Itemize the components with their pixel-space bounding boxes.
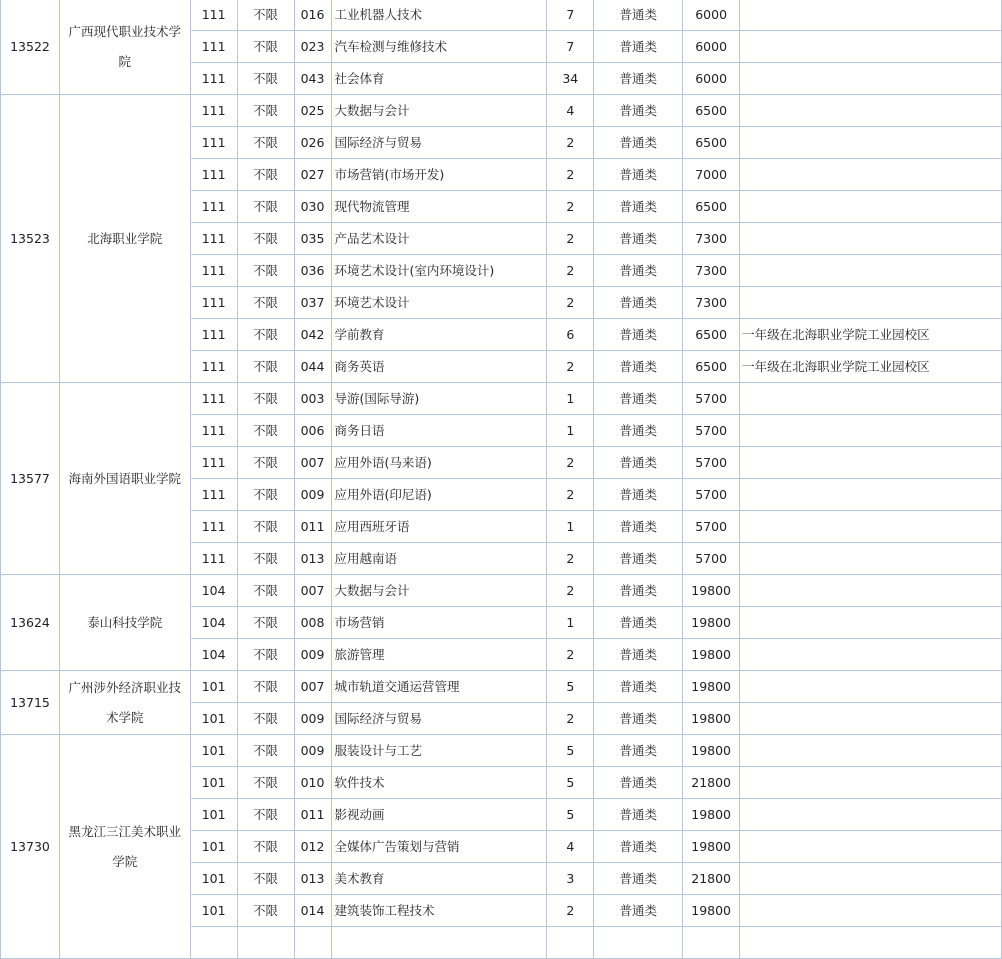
- plan-code-cell: 101: [190, 767, 237, 799]
- major-name-cell: 市场营销(市场开发): [331, 159, 547, 191]
- subject-requirement-cell: 不限: [237, 415, 294, 447]
- subject-requirement-cell: 不限: [237, 671, 294, 703]
- subject-requirement-cell: 不限: [237, 127, 294, 159]
- school-name-cell: 海南外国语职业学院: [59, 383, 190, 575]
- enrollment-count-cell: 2: [547, 895, 594, 927]
- plan-code-cell: 111: [190, 319, 237, 351]
- subject-requirement-cell: 不限: [237, 863, 294, 895]
- plan-code-cell: 101: [190, 831, 237, 863]
- plan-code-cell: 104: [190, 575, 237, 607]
- category-cell: 普通类: [594, 31, 683, 63]
- enrollment-count-cell: 4: [547, 95, 594, 127]
- note-cell: [740, 671, 1002, 703]
- enrollment-count-cell: 2: [547, 191, 594, 223]
- major-code-cell: 007: [294, 671, 331, 703]
- subject-requirement-cell: 不限: [237, 319, 294, 351]
- tuition-fee-cell: 21800: [683, 767, 740, 799]
- major-name-cell: 应用外语(马来语): [331, 447, 547, 479]
- note-cell: [740, 767, 1002, 799]
- enrollment-count-cell: 2: [547, 703, 594, 735]
- enrollment-count-cell: 1: [547, 511, 594, 543]
- major-name-cell: 现代物流管理: [331, 191, 547, 223]
- subject-requirement-cell: 不限: [237, 511, 294, 543]
- note-cell: [740, 703, 1002, 735]
- major-code-cell: 012: [294, 831, 331, 863]
- major-name-cell: 影视动画: [331, 799, 547, 831]
- major-name-cell: 大数据与会计: [331, 95, 547, 127]
- subject-requirement-cell: 不限: [237, 255, 294, 287]
- major-name-cell: 美术教育: [331, 863, 547, 895]
- tuition-fee-cell: 19800: [683, 671, 740, 703]
- plan-code-cell: [190, 927, 237, 959]
- enrollment-count-cell: 2: [547, 223, 594, 255]
- enrollment-count-cell: 2: [547, 255, 594, 287]
- category-cell: 普通类: [594, 319, 683, 351]
- major-name-cell: 服装设计与工艺: [331, 735, 547, 767]
- plan-code-cell: 111: [190, 255, 237, 287]
- tuition-fee-cell: 19800: [683, 735, 740, 767]
- plan-code-cell: 111: [190, 63, 237, 95]
- tuition-fee-cell: 5700: [683, 543, 740, 575]
- tuition-fee-cell: 19800: [683, 799, 740, 831]
- table-row: [1, 383, 1002, 415]
- note-cell: [740, 159, 1002, 191]
- category-cell: 普通类: [594, 287, 683, 319]
- tuition-fee-cell: 6000: [683, 63, 740, 95]
- major-name-cell: 软件技术: [331, 767, 547, 799]
- category-cell: 普通类: [594, 511, 683, 543]
- plan-code-cell: 111: [190, 415, 237, 447]
- major-name-cell: 应用越南语: [331, 543, 547, 575]
- subject-requirement-cell: 不限: [237, 735, 294, 767]
- major-code-cell: 011: [294, 799, 331, 831]
- subject-requirement-cell: 不限: [237, 767, 294, 799]
- tuition-fee-cell: 5700: [683, 383, 740, 415]
- subject-requirement-cell: 不限: [237, 543, 294, 575]
- note-cell: [740, 383, 1002, 415]
- major-code-cell: 030: [294, 191, 331, 223]
- tuition-fee-cell: 6500: [683, 95, 740, 127]
- major-code-cell: 010: [294, 767, 331, 799]
- plan-code-cell: 111: [190, 479, 237, 511]
- major-code-cell: 013: [294, 863, 331, 895]
- note-cell: [740, 191, 1002, 223]
- category-cell: 普通类: [594, 703, 683, 735]
- category-cell: 普通类: [594, 767, 683, 799]
- note-cell: [740, 639, 1002, 671]
- plan-code-cell: 111: [190, 0, 237, 31]
- major-code-cell: 026: [294, 127, 331, 159]
- subject-requirement-cell: 不限: [237, 799, 294, 831]
- plan-code-cell: 104: [190, 607, 237, 639]
- tuition-fee-cell: 19800: [683, 831, 740, 863]
- plan-code-cell: 101: [190, 863, 237, 895]
- major-name-cell: 应用西班牙语: [331, 511, 547, 543]
- enrollment-count-cell: 2: [547, 543, 594, 575]
- major-code-cell: 042: [294, 319, 331, 351]
- school-name-cell: 黑龙江三江美术职业学院: [59, 735, 190, 959]
- enrollment-count-cell: 2: [547, 287, 594, 319]
- enrollment-count-cell: 1: [547, 607, 594, 639]
- tuition-fee-cell: 5700: [683, 511, 740, 543]
- table-row: [1, 735, 1002, 767]
- major-code-cell: 009: [294, 735, 331, 767]
- major-name-cell: 市场营销: [331, 607, 547, 639]
- enrollment-count-cell: 2: [547, 127, 594, 159]
- subject-requirement-cell: 不限: [237, 895, 294, 927]
- major-code-cell: 009: [294, 639, 331, 671]
- note-cell: [740, 127, 1002, 159]
- major-name-cell: 汽车检测与维修技术: [331, 31, 547, 63]
- category-cell: 普通类: [594, 799, 683, 831]
- school-name-cell: 北海职业学院: [59, 95, 190, 383]
- major-name-cell: 工业机器人技术: [331, 0, 547, 31]
- category-cell: [594, 927, 683, 959]
- enrollment-count-cell: 2: [547, 351, 594, 383]
- tuition-fee-cell: 19800: [683, 703, 740, 735]
- major-name-cell: 旅游管理: [331, 639, 547, 671]
- enrollment-count-cell: 2: [547, 479, 594, 511]
- school-code-cell: 13624: [1, 575, 60, 671]
- major-code-cell: 011: [294, 511, 331, 543]
- enrollment-count-cell: 6: [547, 319, 594, 351]
- subject-requirement-cell: 不限: [237, 287, 294, 319]
- major-code-cell: 007: [294, 575, 331, 607]
- enrollment-count-cell: 1: [547, 383, 594, 415]
- tuition-fee-cell: 5700: [683, 415, 740, 447]
- school-code-cell: 13730: [1, 735, 60, 959]
- tuition-fee-cell: 5700: [683, 479, 740, 511]
- table-row: [1, 575, 1002, 607]
- enrollment-count-cell: 3: [547, 863, 594, 895]
- subject-requirement-cell: 不限: [237, 63, 294, 95]
- plan-code-cell: 111: [190, 127, 237, 159]
- subject-requirement-cell: 不限: [237, 223, 294, 255]
- major-name-cell: 大数据与会计: [331, 575, 547, 607]
- plan-code-cell: 111: [190, 95, 237, 127]
- subject-requirement-cell: 不限: [237, 575, 294, 607]
- plan-code-cell: 111: [190, 543, 237, 575]
- plan-code-cell: 111: [190, 159, 237, 191]
- subject-requirement-cell: 不限: [237, 831, 294, 863]
- major-code-cell: 013: [294, 543, 331, 575]
- major-name-cell: 环境艺术设计: [331, 287, 547, 319]
- subject-requirement-cell: 不限: [237, 159, 294, 191]
- major-code-cell: 025: [294, 95, 331, 127]
- plan-code-cell: 101: [190, 799, 237, 831]
- major-code-cell: 037: [294, 287, 331, 319]
- subject-requirement-cell: 不限: [237, 447, 294, 479]
- major-name-cell: 商务日语: [331, 415, 547, 447]
- major-code-cell: [294, 927, 331, 959]
- subject-requirement-cell: 不限: [237, 95, 294, 127]
- plan-code-cell: 101: [190, 703, 237, 735]
- tuition-fee-cell: 6500: [683, 191, 740, 223]
- enrollment-count-cell: 2: [547, 639, 594, 671]
- note-cell: [740, 223, 1002, 255]
- note-cell: 一年级在北海职业学院工业园校区: [740, 319, 1002, 351]
- school-name-cell: 广西现代职业技术学院: [59, 0, 190, 95]
- note-cell: [740, 607, 1002, 639]
- plan-code-cell: 111: [190, 287, 237, 319]
- category-cell: 普通类: [594, 607, 683, 639]
- subject-requirement-cell: 不限: [237, 31, 294, 63]
- note-cell: [740, 831, 1002, 863]
- tuition-fee-cell: 19800: [683, 639, 740, 671]
- school-code-cell: 13522: [1, 0, 60, 95]
- tuition-fee-cell: 6500: [683, 351, 740, 383]
- category-cell: 普通类: [594, 831, 683, 863]
- major-name-cell: 社会体育: [331, 63, 547, 95]
- major-code-cell: 009: [294, 703, 331, 735]
- major-code-cell: 016: [294, 0, 331, 31]
- plan-code-cell: 111: [190, 31, 237, 63]
- note-cell: [740, 511, 1002, 543]
- tuition-fee-cell: 7300: [683, 287, 740, 319]
- category-cell: 普通类: [594, 735, 683, 767]
- enrollment-count-cell: 34: [547, 63, 594, 95]
- enrollment-count-cell: 5: [547, 671, 594, 703]
- major-name-cell: [331, 927, 547, 959]
- plan-code-cell: 111: [190, 383, 237, 415]
- tuition-fee-cell: 19800: [683, 607, 740, 639]
- tuition-fee-cell: 6500: [683, 319, 740, 351]
- major-name-cell: 商务英语: [331, 351, 547, 383]
- major-code-cell: 036: [294, 255, 331, 287]
- subject-requirement-cell: 不限: [237, 607, 294, 639]
- major-name-cell: 全媒体广告策划与营销: [331, 831, 547, 863]
- note-cell: [740, 735, 1002, 767]
- note-cell: [740, 895, 1002, 927]
- major-name-cell: 建筑装饰工程技术: [331, 895, 547, 927]
- table-body: [1, 0, 1002, 959]
- category-cell: 普通类: [594, 575, 683, 607]
- subject-requirement-cell: 不限: [237, 703, 294, 735]
- subject-requirement-cell: 不限: [237, 479, 294, 511]
- category-cell: 普通类: [594, 639, 683, 671]
- note-cell: [740, 255, 1002, 287]
- tuition-fee-cell: [683, 927, 740, 959]
- tuition-fee-cell: 21800: [683, 863, 740, 895]
- plan-code-cell: 101: [190, 735, 237, 767]
- tuition-fee-cell: 5700: [683, 447, 740, 479]
- note-cell: [740, 575, 1002, 607]
- table-row: [1, 95, 1002, 127]
- major-name-cell: 环境艺术设计(室内环境设计): [331, 255, 547, 287]
- plan-code-cell: 111: [190, 511, 237, 543]
- note-cell: 一年级在北海职业学院工业园校区: [740, 351, 1002, 383]
- plan-code-cell: 111: [190, 223, 237, 255]
- subject-requirement-cell: 不限: [237, 351, 294, 383]
- category-cell: 普通类: [594, 351, 683, 383]
- note-cell: [740, 415, 1002, 447]
- major-name-cell: 城市轨道交通运营管理: [331, 671, 547, 703]
- major-name-cell: 国际经济与贸易: [331, 703, 547, 735]
- table-row: [1, 0, 1002, 31]
- note-cell: [740, 927, 1002, 959]
- school-code-cell: 13715: [1, 671, 60, 735]
- school-name-cell: 泰山科技学院: [59, 575, 190, 671]
- enrollment-count-cell: 2: [547, 159, 594, 191]
- subject-requirement-cell: 不限: [237, 639, 294, 671]
- major-code-cell: 009: [294, 479, 331, 511]
- major-name-cell: 国际经济与贸易: [331, 127, 547, 159]
- plan-code-cell: 104: [190, 639, 237, 671]
- category-cell: 普通类: [594, 895, 683, 927]
- category-cell: 普通类: [594, 671, 683, 703]
- major-name-cell: 应用外语(印尼语): [331, 479, 547, 511]
- tuition-fee-cell: 7000: [683, 159, 740, 191]
- tuition-fee-cell: 19800: [683, 895, 740, 927]
- category-cell: 普通类: [594, 415, 683, 447]
- major-code-cell: 023: [294, 31, 331, 63]
- major-code-cell: 044: [294, 351, 331, 383]
- note-cell: [740, 0, 1002, 31]
- category-cell: 普通类: [594, 127, 683, 159]
- enrollment-count-cell: [547, 927, 594, 959]
- tuition-fee-cell: 7300: [683, 255, 740, 287]
- major-code-cell: 003: [294, 383, 331, 415]
- plan-code-cell: 111: [190, 191, 237, 223]
- note-cell: [740, 63, 1002, 95]
- enrollment-count-cell: 5: [547, 799, 594, 831]
- category-cell: 普通类: [594, 447, 683, 479]
- category-cell: 普通类: [594, 159, 683, 191]
- major-name-cell: 学前教育: [331, 319, 547, 351]
- major-code-cell: 035: [294, 223, 331, 255]
- major-name-cell: 导游(国际导游): [331, 383, 547, 415]
- enrollment-count-cell: 7: [547, 0, 594, 31]
- note-cell: [740, 31, 1002, 63]
- major-code-cell: 008: [294, 607, 331, 639]
- major-code-cell: 007: [294, 447, 331, 479]
- enrollment-count-cell: 5: [547, 735, 594, 767]
- major-code-cell: 043: [294, 63, 331, 95]
- category-cell: 普通类: [594, 863, 683, 895]
- major-code-cell: 006: [294, 415, 331, 447]
- table-row: [1, 671, 1002, 703]
- category-cell: 普通类: [594, 255, 683, 287]
- school-name-cell: 广州涉外经济职业技术学院: [59, 671, 190, 735]
- category-cell: 普通类: [594, 95, 683, 127]
- enrollment-count-cell: 1: [547, 415, 594, 447]
- note-cell: [740, 95, 1002, 127]
- note-cell: [740, 543, 1002, 575]
- subject-requirement-cell: 不限: [237, 0, 294, 31]
- category-cell: 普通类: [594, 383, 683, 415]
- plan-code-cell: 111: [190, 447, 237, 479]
- subject-requirement-cell: [237, 927, 294, 959]
- plan-code-cell: 101: [190, 895, 237, 927]
- school-code-cell: 13577: [1, 383, 60, 575]
- major-code-cell: 027: [294, 159, 331, 191]
- tuition-fee-cell: 6500: [683, 127, 740, 159]
- note-cell: [740, 287, 1002, 319]
- note-cell: [740, 479, 1002, 511]
- enrollment-count-cell: 4: [547, 831, 594, 863]
- category-cell: 普通类: [594, 0, 683, 31]
- tuition-fee-cell: 7300: [683, 223, 740, 255]
- enrollment-count-cell: 7: [547, 31, 594, 63]
- category-cell: 普通类: [594, 543, 683, 575]
- enrollment-count-cell: 2: [547, 575, 594, 607]
- enrollment-count-cell: 2: [547, 447, 594, 479]
- category-cell: 普通类: [594, 223, 683, 255]
- note-cell: [740, 447, 1002, 479]
- major-name-cell: 产品艺术设计: [331, 223, 547, 255]
- tuition-fee-cell: 6000: [683, 31, 740, 63]
- category-cell: 普通类: [594, 191, 683, 223]
- major-code-cell: 014: [294, 895, 331, 927]
- school-code-cell: 13523: [1, 95, 60, 383]
- enrollment-count-cell: 5: [547, 767, 594, 799]
- plan-code-cell: 101: [190, 671, 237, 703]
- category-cell: 普通类: [594, 63, 683, 95]
- subject-requirement-cell: 不限: [237, 383, 294, 415]
- tuition-fee-cell: 6000: [683, 0, 740, 31]
- plan-code-cell: 111: [190, 351, 237, 383]
- note-cell: [740, 799, 1002, 831]
- tuition-fee-cell: 19800: [683, 575, 740, 607]
- category-cell: 普通类: [594, 479, 683, 511]
- subject-requirement-cell: 不限: [237, 191, 294, 223]
- note-cell: [740, 863, 1002, 895]
